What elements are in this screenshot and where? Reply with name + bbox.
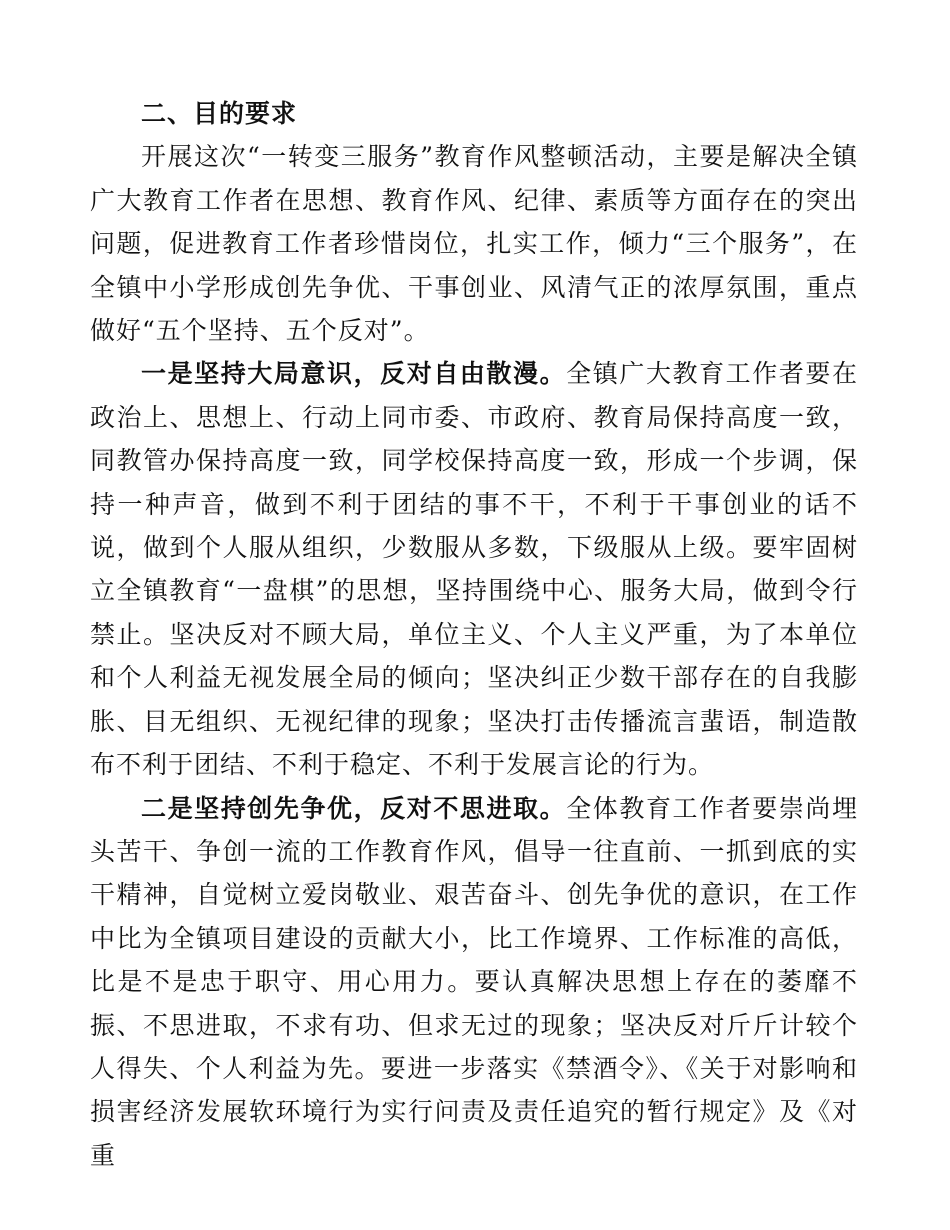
paragraph-body: 全镇广大教育工作者要在政治上、思想上、行动上同市委、市政府、教育局保持高度一致，同教管办保持高度一致，同学校保持高度一致，形成一个步调，保持一种声音，做到不利于团结的事不干，不利于干事创业的话不说，做到个人服从组织，少数服从多数，下级服从上级。要牢固树立全镇教育“一盘棋”的思想，坚持围绕中心、服务大局，做到令行禁止。坚决反对不顾大局，单位主义、个人主义严重，为了本单位和个人利益无视发展全局的倾向；坚决纠正少数干部存在的自我膨胀、目无组织、无视纪律的现象；坚决打击传播流言蜚语，制造散布不利于团结、不利于稳定、不利于发展言论的行为。	[90, 359, 858, 780]
paragraph-body: 全体教育工作者要崇尚埋头苦干、争创一流的工作教育作风，倡导一往直前、一抓到底的实干精神，自觉树立爱岗敬业、艰苦奋斗、创先争优的意识，在工作中比为全镇项目建设的贡献大小，比工作境界、工作标准的高低，比是不是忠于职守、用心用力。要认真解决思想上存在的萎靡不振、不思进取，不求有功、但求无过的现象；坚决反对斤斤计较个人得失、个人利益为先。要进一步落实《禁酒令》、《关于对影响和损害经济发展软环境行为实行问责及责任追究的暂行规定》及《对重	[90, 793, 858, 1170]
paragraph-lead: 二是坚持创先争优，反对不思进取。	[141, 793, 567, 823]
paragraph-strive-excellence	[90, 787, 858, 1178]
paragraph-body: 开展这次“一转变三服务”教育作风整顿活动，主要是解决全镇广大教育工作者在思想、教育作风、纪律、素质等方面存在的突出问题，促进教育工作者珍惜岗位，扎实工作，倾力“三个服务”，在全镇中小学形成创先争优、干事创业、风清气正的浓厚氛围，重点做好“五个坚持、五个反对”。	[90, 142, 858, 346]
paragraph-purpose	[90, 135, 858, 352]
paragraph-overall-awareness	[90, 352, 858, 786]
section-heading: 二、目的要求	[141, 99, 298, 128]
document-body	[90, 92, 858, 1177]
paragraph-lead: 一是坚持大局意识，反对自由散漫。	[141, 359, 567, 389]
